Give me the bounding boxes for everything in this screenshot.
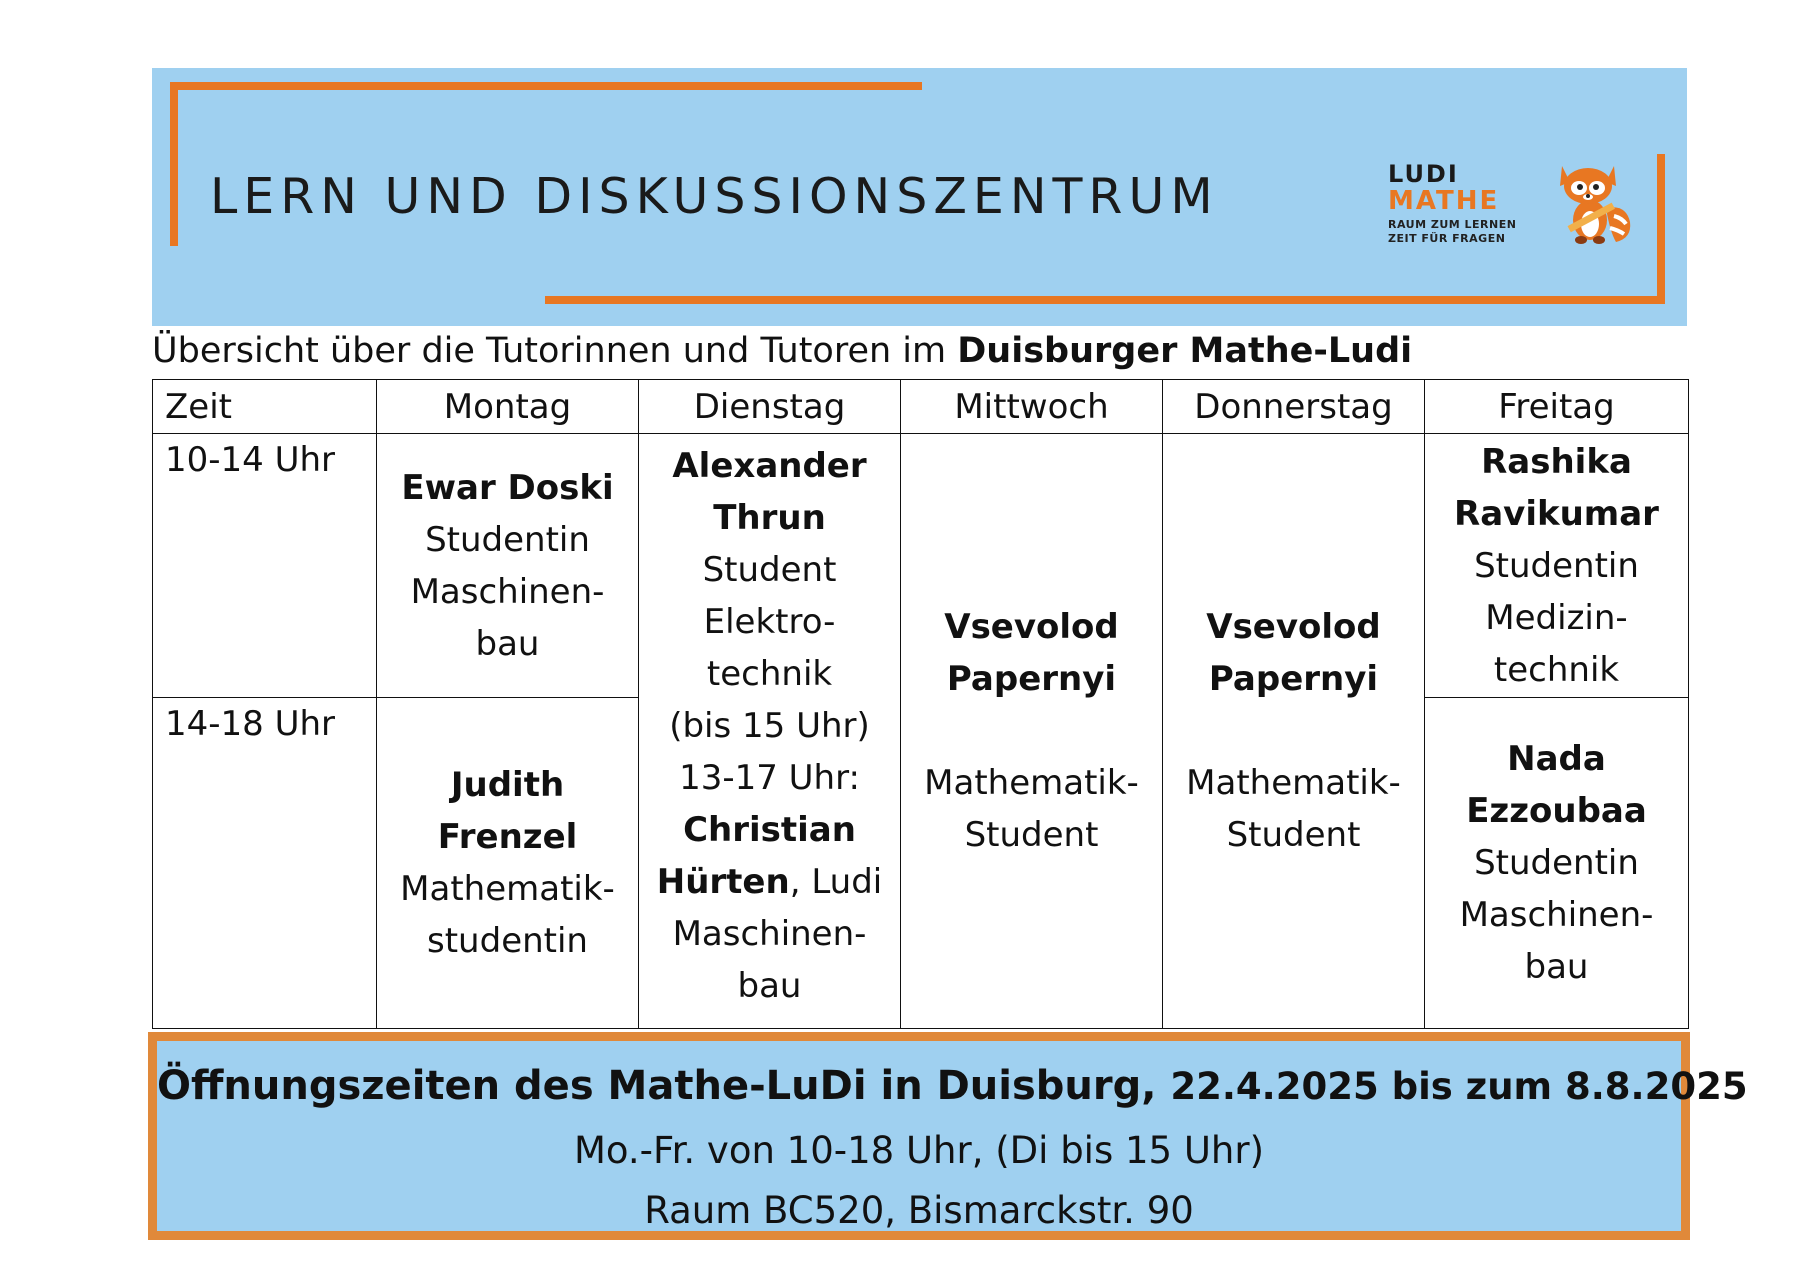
logo-tagline-2: ZEIT FÜR FRAGEN — [1388, 232, 1506, 245]
overview-subtitle — [152, 331, 1412, 371]
tutor-info: , Ludi — [789, 862, 883, 902]
tutor-name: Papernyi — [946, 659, 1117, 699]
tutor-info: Student — [702, 550, 837, 590]
tutor-info: Maschinen- — [672, 914, 867, 954]
logo-mathe-text: MATHE — [1388, 186, 1500, 216]
accent-line-right — [1657, 154, 1665, 304]
tutor-name: Frenzel — [437, 817, 578, 857]
tutor-name: Ewar Doski — [401, 467, 614, 508]
spacer — [1163, 705, 1424, 757]
tutor-name: Nada — [1507, 739, 1606, 779]
tutor-name: Rashika — [1481, 441, 1632, 482]
tutor-info: Student — [964, 815, 1099, 855]
tutor-name: Judith — [450, 765, 565, 805]
opening-hours-room: Raum BC520, Bismarckstr. 90 — [644, 1189, 1194, 1232]
tutor-info: bau — [475, 623, 540, 664]
tutor-name: Christian — [683, 810, 856, 850]
tutor-info: Studentin — [1474, 843, 1639, 883]
accent-line-bottom — [545, 296, 1665, 304]
opening-hours-title-line — [157, 1063, 1748, 1109]
tutor-info: Student — [1226, 815, 1361, 855]
tutor-name: Ezzoubaa — [1466, 791, 1647, 831]
tutor-info: Studentin — [1474, 545, 1639, 586]
tutor-name-line — [639, 856, 900, 908]
spacer — [901, 705, 1162, 757]
header-banner — [152, 68, 1687, 326]
cell-donnerstag — [1163, 434, 1425, 1029]
red-panda-mascot-icon — [1548, 156, 1636, 246]
logo-ludi-text: LUDI — [1388, 160, 1459, 188]
cell-mittwoch — [901, 434, 1163, 1029]
cell-montag-afternoon — [377, 698, 639, 1029]
tutor-info: bau — [737, 966, 802, 1006]
cell-montag-morning — [377, 434, 639, 698]
header-freitag: Freitag — [1425, 380, 1689, 434]
tutor-info: bau — [1524, 947, 1589, 987]
tutor-name: Alexander — [672, 446, 867, 486]
table-header-row — [153, 380, 1689, 434]
ludi-mathe-logo — [1388, 160, 1648, 260]
opening-hours-times: Mo.-Fr. von 10-18 Uhr, (Di bis 15 Uhr) — [573, 1129, 1265, 1172]
subtitle-prefix: Übersicht über die Tutorinnen und Tutoren im — [152, 331, 958, 371]
tutor-info: Medizin- — [1485, 597, 1628, 638]
tutor-schedule-table — [152, 379, 1689, 1029]
logo-tagline-1: RAUM ZUM LERNEN — [1388, 218, 1517, 231]
cell-freitag-morning — [1425, 434, 1689, 698]
tutor-info: 13-17 Uhr: — [679, 758, 860, 798]
accent-line-left — [170, 82, 178, 246]
table-row — [153, 434, 1689, 698]
tutor-info: Maschinen- — [410, 571, 605, 612]
banner-title: LERN UND DISKUSSIONSZENTRUM — [210, 168, 1219, 225]
tutor-name: Thrun — [713, 498, 826, 538]
tutor-name: Hürten — [656, 862, 790, 902]
header-montag: Montag — [377, 380, 639, 434]
header-mittwoch: Mittwoch — [901, 380, 1163, 434]
tutor-name: Vsevolod — [1206, 607, 1381, 647]
tutor-info: Mathematik- — [924, 763, 1139, 803]
tutor-name: Papernyi — [1208, 659, 1379, 699]
header-dienstag: Dienstag — [639, 380, 901, 434]
opening-hours-box — [148, 1032, 1748, 1240]
slot-afternoon: 14-18 Uhr — [153, 698, 377, 1029]
opening-hours-title: Öffnungszeiten des Mathe-LuDi in Duisburg, — [157, 1063, 1157, 1109]
tutor-info: Studentin — [425, 519, 590, 560]
tutor-info: Elektro- — [703, 602, 836, 642]
tutor-info: Maschinen- — [1459, 895, 1654, 935]
accent-line-top — [170, 82, 922, 90]
slot-morning: 10-14 Uhr — [153, 434, 377, 698]
tutor-name: Vsevolod — [944, 607, 1119, 647]
header-donnerstag: Donnerstag — [1163, 380, 1425, 434]
opening-hours-dates: 22.4.2025 bis zum 8.8.2025 — [1170, 1065, 1748, 1108]
tutor-name: Ravikumar — [1454, 493, 1659, 534]
cell-freitag-afternoon — [1425, 698, 1689, 1029]
header-zeit: Zeit — [153, 380, 377, 434]
subtitle-location: Duisburger Mathe-Ludi — [957, 331, 1413, 371]
tutor-info: studentin — [427, 921, 588, 961]
tutor-info: Mathematik- — [400, 869, 615, 909]
tutor-info: (bis 15 Uhr) — [669, 706, 870, 746]
tutor-info: technik — [706, 654, 833, 694]
tutor-info: technik — [1493, 649, 1620, 690]
cell-dienstag — [639, 434, 901, 1029]
tutor-info: Mathematik- — [1186, 763, 1401, 803]
